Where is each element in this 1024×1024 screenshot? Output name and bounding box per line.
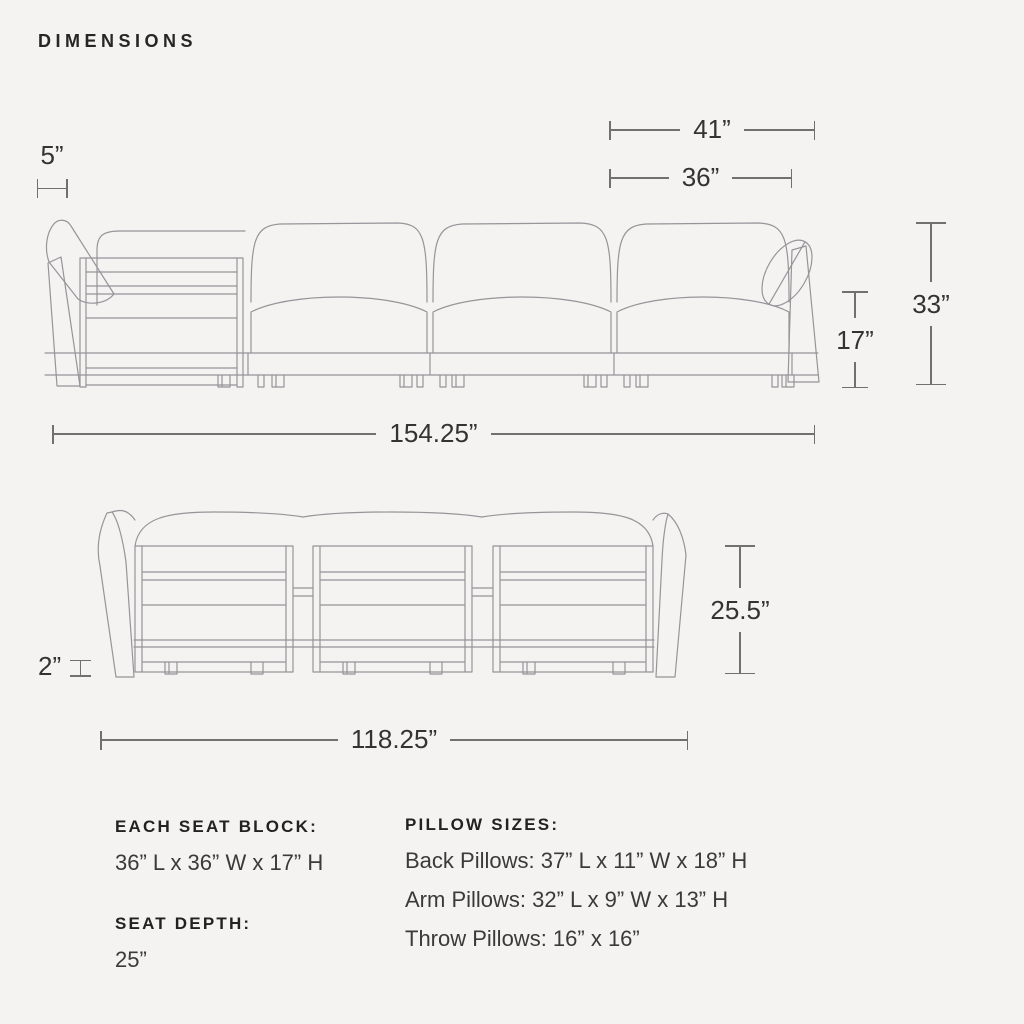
page-title: DIMENSIONS <box>38 31 198 51</box>
dim-seat-width-label: 36” <box>681 162 720 192</box>
dim-line <box>491 433 814 435</box>
dim-back-overall-width <box>100 722 688 758</box>
dim-seat-plus-arm-width <box>609 112 815 148</box>
dim-tick <box>916 384 946 386</box>
dim-arm-width-line <box>37 179 68 198</box>
back-pillows-value: Back Pillows: 37” L x 11” W x 18” H <box>405 848 748 873</box>
dim-line <box>854 362 856 387</box>
dim-leg-height-label: 2” <box>38 651 62 681</box>
dim-arm-width-label: 5” <box>40 140 64 170</box>
dim-overall-height-label: 33” <box>912 288 950 319</box>
seat-depth-heading: SEAT DEPTH: <box>115 914 252 933</box>
dim-line <box>611 177 669 179</box>
dim-seat-height-label: 17” <box>836 324 874 355</box>
dim-seat-width <box>609 160 792 196</box>
dim-line <box>854 293 856 318</box>
dim-back-height <box>698 545 782 674</box>
dim-line <box>450 739 686 741</box>
dim-line <box>930 326 932 384</box>
throw-pillows-value: Throw Pillows: 16” x 16” <box>405 926 640 951</box>
dim-tick <box>791 169 793 188</box>
dim-leg-height-line <box>70 660 91 677</box>
dim-tick <box>814 425 816 444</box>
dim-seat-height <box>822 291 888 388</box>
dim-back-height-label: 25.5” <box>710 594 770 625</box>
dim-line <box>102 739 338 741</box>
seat-depth-value: 25” <box>115 947 147 972</box>
dim-line <box>611 129 681 131</box>
spec-column-right <box>405 815 747 952</box>
dim-line <box>930 224 932 282</box>
dim-line <box>739 632 741 673</box>
dim-overall-width <box>52 416 815 452</box>
seat-block-heading: EACH SEAT BLOCK: <box>115 817 318 836</box>
arm-pillows-value: Arm Pillows: 32” L x 9” W x 13” H <box>405 887 729 912</box>
dim-back-overall-width-label: 118.25” <box>350 724 438 754</box>
sofa-back-view-illustration <box>85 500 705 695</box>
dim-tick <box>725 673 755 675</box>
dim-arm-width <box>26 142 78 198</box>
pillow-sizes-heading: PILLOW SIZES: <box>405 815 560 834</box>
dim-tick <box>814 121 816 140</box>
dim-tick <box>687 731 689 750</box>
dim-line <box>732 177 790 179</box>
seat-block-value: 36” L x 36” W x 17” H <box>115 850 324 875</box>
dim-line <box>739 547 741 588</box>
dim-seat-plus-arm-label: 41” <box>693 114 731 144</box>
spec-column-left <box>115 817 323 973</box>
dim-tick <box>842 387 868 389</box>
dim-line <box>744 129 814 131</box>
dim-leg-height <box>38 650 91 682</box>
dim-overall-height <box>896 222 966 385</box>
dim-overall-width-label: 154.25” <box>389 418 478 448</box>
sofa-front-view-illustration <box>40 210 830 392</box>
dim-line <box>54 433 377 435</box>
